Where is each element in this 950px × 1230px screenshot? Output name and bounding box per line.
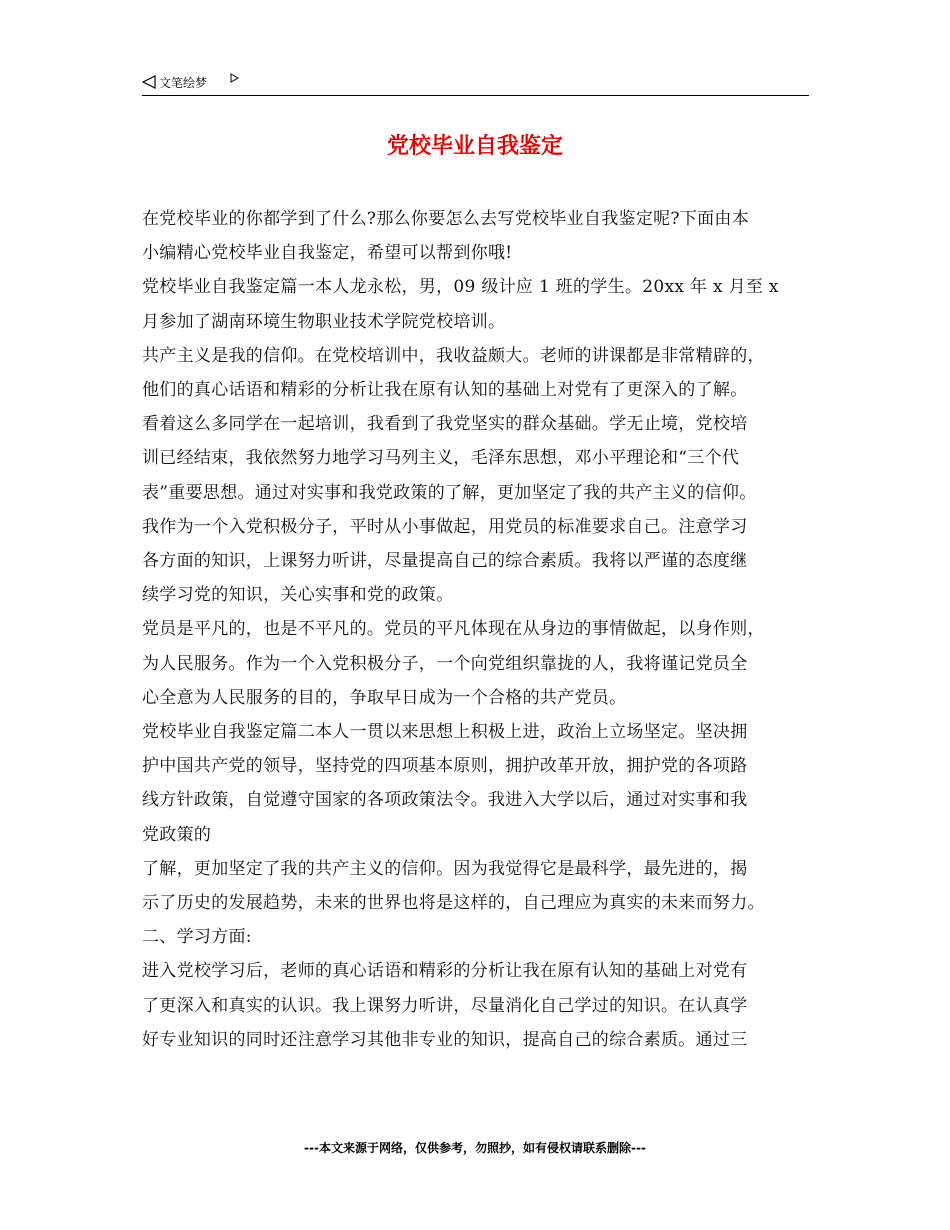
text-line: 线方针政策，自觉遵守国家的各项政策法令。我进入大学以后，通过对实事和我 <box>142 790 748 811</box>
text-line: 训已经结束，我依然努力地学习马列主义，毛泽东思想，邓小平理论和“三个代 <box>142 448 740 469</box>
text-line: 月参加了湖南环境生物职业技术学院党校培训。 <box>142 311 506 332</box>
text-line: 表”重要思想。通过对实事和我党政策的了解，更加坚定了我的共产主义的信仰。 <box>142 482 757 503</box>
text-line: 党员是平凡的，也是不平凡的。党员的平凡体现在从身边的事情做起，以身作则， <box>142 619 765 640</box>
text-line: 示了历史的发展趋势，未来的世界也将是这样的，自己理应为真实的未来而努力。 <box>142 893 765 914</box>
triangle-left-icon <box>142 75 156 89</box>
text-line: 我作为一个入党积极分子，平时从小事做起，用党员的标准要求自己。注意学习 <box>142 516 748 537</box>
text-line: 了更深入和真实的认识。我上课努力听讲，尽量消化自己学过的知识。在认真学 <box>142 995 748 1016</box>
text-line: 心全意为人民服务的目的，争取早日成为一个合格的共产党员。 <box>142 687 627 708</box>
text-line: 看着这么多同学在一起培训，我看到了我党坚实的群众基础。学无止境，党校培 <box>142 414 748 435</box>
text-line: 各方面的知识，上课努力听讲，尽量提高自己的综合素质。我将以严谨的态度继 <box>142 551 748 572</box>
text-line: 在党校毕业的你都学到了什么?那么你要怎么去写党校毕业自我鉴定呢?下面由本 <box>142 209 750 229</box>
text-line: 他们的真心话语和精彩的分析让我在原有认知的基础上对党有了更深入的了解。 <box>142 380 748 401</box>
body-paragraph <box>142 202 812 1057</box>
document-title: 党校毕业自我鉴定 <box>386 134 563 159</box>
triangle-right-icon <box>230 73 239 83</box>
text-line: 二、学习方面: <box>142 927 252 948</box>
text-line: 小编精心党校毕业自我鉴定，希望可以帮到你哦! <box>142 243 513 264</box>
text-line: 续学习党的知识，关心实事和党的政策。 <box>142 585 454 606</box>
text-line: 护中国共产党的领导，坚持党的四项基本原则，拥护改革开放，拥护党的各项路 <box>142 756 748 777</box>
text-line: 党校毕业自我鉴定篇一本人龙永松，男，09 级计应 1 班的学生。20xx 年 x 月至 x <box>142 277 779 298</box>
document-body <box>142 202 812 1057</box>
text-line: 好专业知识的同时还注意学习其他非专业的知识，提高自己的综合素质。通过三 <box>142 1029 748 1050</box>
text-line: 党政策的 <box>142 824 212 845</box>
page-header <box>142 72 809 96</box>
header-brand: 文笔绘梦 <box>159 76 208 90</box>
text-line: 进入党校学习后，老师的真心话语和精彩的分析让我在原有认知的基础上对党有 <box>142 961 748 982</box>
text-line: 党校毕业自我鉴定篇二本人一贯以来思想上积极上进，政治上立场坚定。坚决拥 <box>142 722 748 743</box>
text-line: 了解，更加坚定了我的共产主义的信仰。因为我觉得它是最科学，最先进的，揭 <box>142 858 748 879</box>
text-line: 共产主义是我的信仰。在党校培训中，我收益颇大。老师的讲课都是非常精辟的， <box>142 345 765 366</box>
page-footer: ---本文来源于网络，仅供参考，勿照抄，如有侵权请联系删除--- <box>304 1141 646 1155</box>
text-line: 为人民服务。作为一个入党积极分子，一个向党组织靠拢的人，我将谨记党员全 <box>142 653 748 674</box>
